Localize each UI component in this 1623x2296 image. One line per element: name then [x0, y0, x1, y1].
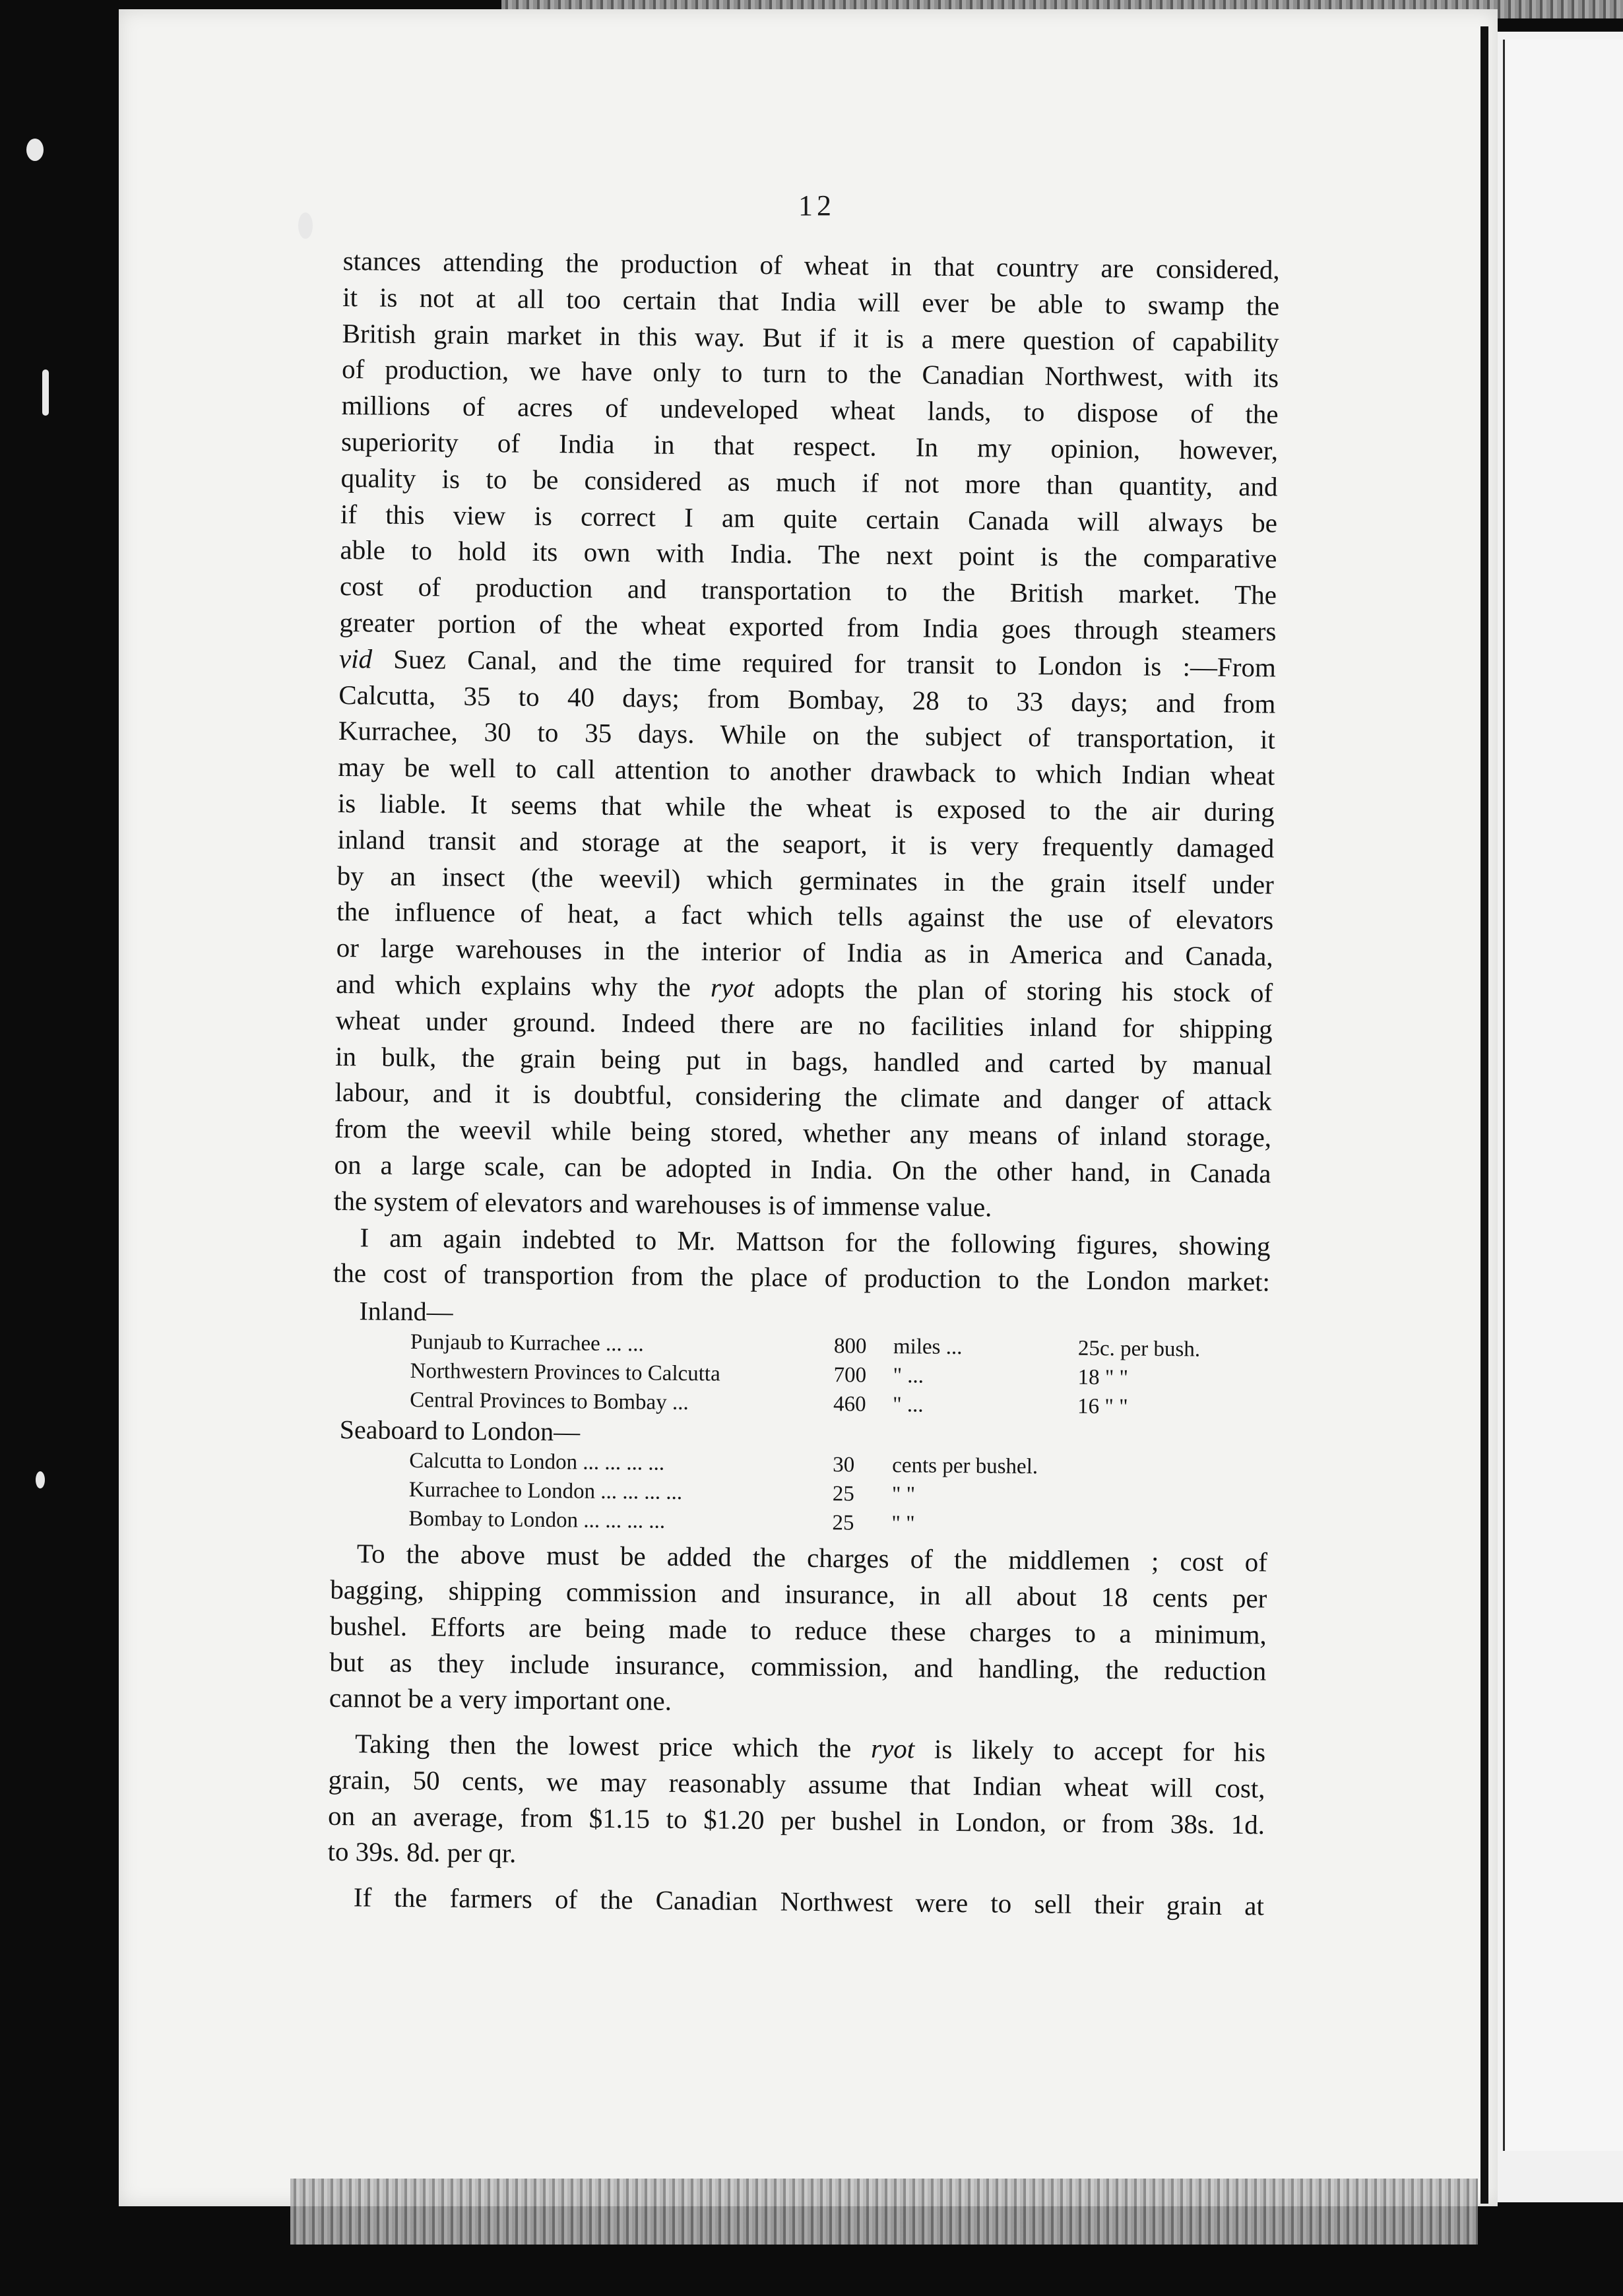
adjacent-page-inner — [1503, 40, 1623, 2151]
text-line: or large warehouses in the interior of India as in America and Canada, — [336, 932, 1273, 972]
text-line: grain, 50 cents, we may reasonably assume that Indian wheat will cost, — [328, 1764, 1265, 1804]
route-cell: Punjaub to Kurrachee ... ... — [410, 1330, 644, 1356]
text-line: To the above must be added the charges of the middlemen ; cost of — [356, 1538, 1268, 1578]
italic-word: ryot — [870, 1733, 915, 1764]
distance-cell: 700 — [833, 1363, 867, 1387]
table-heading-inland: Inland— — [359, 1296, 453, 1327]
unit-cell: cents per bushel. — [892, 1453, 1038, 1479]
page-number: 12 — [798, 189, 835, 222]
route-cell: Calcutta to London ... ... ... ... — [409, 1449, 665, 1475]
text-line: bagging, shipping commission and insurance, in all about 18 cents per — [330, 1574, 1267, 1614]
text-line: cost of production and transportation to the British market. The — [339, 571, 1277, 610]
text-line: cannot be a very important one. — [329, 1682, 672, 1717]
text-line: by an insect (the weevil) which germinates in the grain itself under — [336, 860, 1274, 900]
text-line: the cost of transportion from the place of production to the London market: — [333, 1258, 1271, 1297]
margin-speck — [298, 212, 313, 239]
text-line: quality is to be considered as much if not more than quantity, and — [340, 462, 1278, 502]
text-line: the system of elevators and warehouses is of immense value. — [333, 1185, 992, 1223]
text-line: labour, and it is doubtful, considering the climate and danger of attack — [334, 1077, 1272, 1116]
text-line: Calcutta, 35 to 40 days; from Bombay, 28 to 33 days; and from — [338, 679, 1276, 719]
text-line: British grain market in this way. But if it is a mere question of capability — [342, 317, 1279, 358]
route-cell: Kurrachee to London ... ... ... ... — [408, 1478, 683, 1505]
text-line: bushel. Efforts are being made to reduce these charges to a minimum, — [329, 1610, 1267, 1650]
unit-cell: " ... — [893, 1364, 924, 1388]
text-run: Taking then the lowest price which the — [354, 1728, 872, 1764]
text-run: adopts the plan of storing his stock of — [753, 972, 1273, 1008]
text-line: of production, we have only to turn to the Canadian Northwest, with its — [341, 354, 1279, 394]
text-run: and which explains why the — [335, 968, 711, 1003]
unit-cell: miles ... — [893, 1335, 963, 1360]
text-line: greater portion of the wheat exported from India goes through steamers — [339, 606, 1277, 647]
text-line: stances attending the production of wheat in that country are considered, — [342, 245, 1280, 285]
margin-speck — [36, 1471, 45, 1488]
text-line: If the farmers of the Canadian Northwest were to sell their grain at — [353, 1882, 1265, 1921]
text-line: wheat under ground. Indeed there are no facilities inland for shipping — [335, 1004, 1273, 1044]
page-body-text — [327, 243, 1280, 1925]
route-cell: Central Provinces to Bombay ... — [409, 1388, 689, 1415]
text-run: is likely to accept for his — [914, 1733, 1266, 1768]
unit-cell: " ... — [892, 1393, 924, 1417]
text-line: Kurrachee, 30 to 35 days. While on the subject of transportation, it — [338, 715, 1276, 755]
table-heading-seaboard: Seaboard to London— — [339, 1415, 581, 1447]
route-cell: Bombay to London ... ... ... ... — [408, 1507, 666, 1533]
margin-speck — [42, 369, 49, 416]
cost-cell: 25 — [832, 1511, 854, 1535]
italic-word: vid — [338, 643, 373, 674]
margin-speck — [26, 139, 44, 161]
italic-word: ryot — [710, 972, 755, 1003]
binding-strip-bottom — [290, 2179, 1478, 2245]
route-cell: Northwestern Provinces to Calcutta — [410, 1359, 720, 1386]
text-line: superiority of India in that respect. In my opinion, however, — [340, 426, 1279, 466]
text-line: is liable. It seems that while the wheat is exposed to the air during — [337, 787, 1275, 827]
cost-cell: 30 — [833, 1453, 855, 1477]
text-line: the influence of heat, a fact which tells against the use of elevators — [336, 896, 1274, 936]
page-edge-shadow — [1480, 26, 1488, 2204]
unit-cell: " " — [891, 1483, 916, 1507]
text-run: Suez Canal, and the time required for transit to London is :—From — [371, 643, 1277, 683]
cost-cell: 16 " " — [1077, 1394, 1128, 1419]
text-line: but as they include insurance, commission, and handling, the reduction — [329, 1646, 1267, 1686]
distance-cell: 460 — [833, 1392, 866, 1417]
text-line: to 39s. 8d. per qr. — [327, 1836, 517, 1869]
text-line: if this view is correct I am quite certain Canada will always be — [340, 498, 1278, 538]
text-line: on a large scale, can be adopted in India. On the other hand, in Canada — [334, 1149, 1271, 1189]
cost-cell: 18 " " — [1077, 1365, 1129, 1390]
transport-cost-table — [331, 1295, 1269, 1542]
text-line: inland transit and storage at the seaport, it is very frequently damaged — [337, 823, 1275, 864]
text-line: may be well to call attention to another drawback to which Indian wheat — [338, 751, 1275, 791]
text-line: on an average, from $1.15 to $1.20 per bushel in London, or from 38s. 1d. — [327, 1800, 1265, 1840]
text-line: in bulk, the grain being put in bags, handled and carted by manual — [334, 1040, 1273, 1081]
text-line: millions of acres of undeveloped wheat lands, to dispose of the — [341, 390, 1279, 430]
unit-cell: " " — [891, 1512, 915, 1536]
cost-cell: 25 — [832, 1482, 855, 1506]
text-line: from the weevil while being stored, whether any means of inland storage, — [334, 1113, 1272, 1153]
text-line: it is not at all too certain that India will ever be able to swamp the — [342, 281, 1280, 321]
cost-cell: 25c. per bush. — [1077, 1336, 1201, 1362]
text-line: able to hold its own with India. The next point is the comparative — [340, 534, 1277, 574]
distance-cell: 800 — [833, 1334, 867, 1358]
text-line: I am again indebted to Mr. Mattson for the following figures, showing — [360, 1221, 1271, 1261]
